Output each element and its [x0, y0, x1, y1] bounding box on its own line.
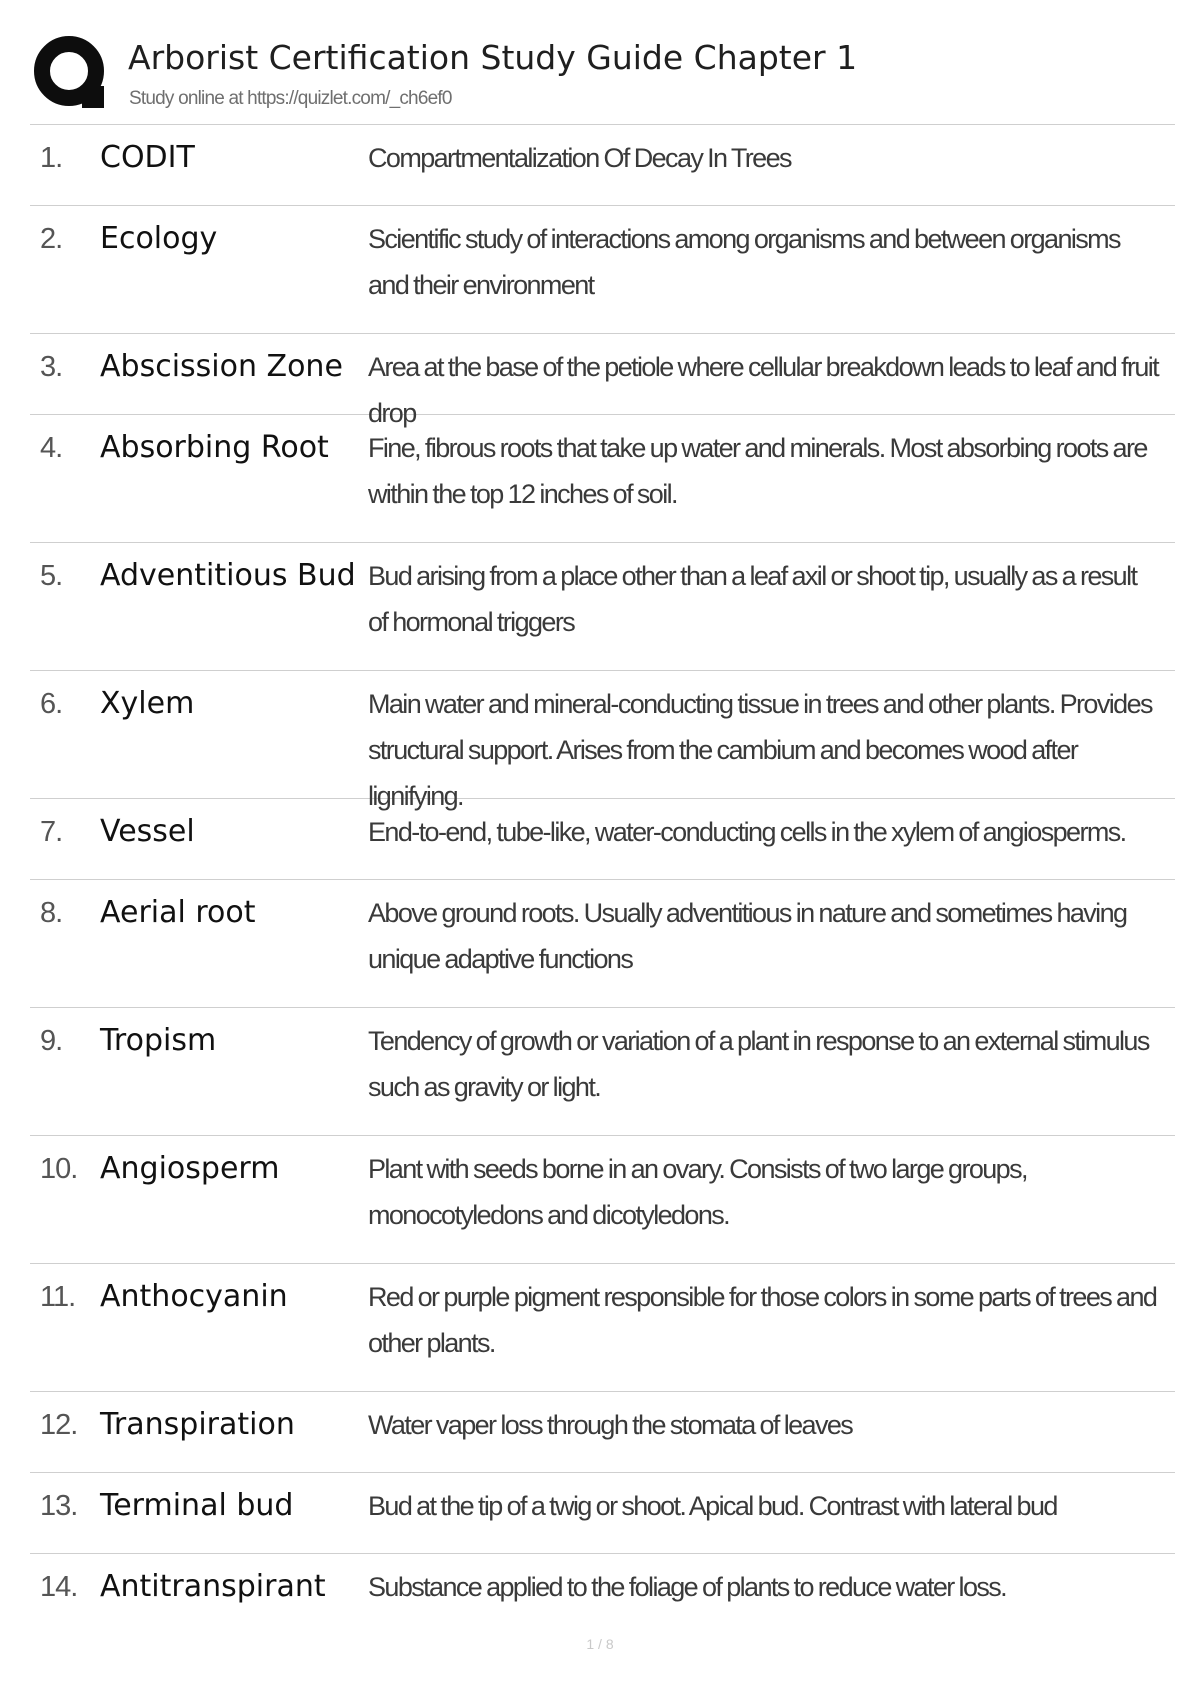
term-list [30, 124, 1175, 1635]
term-number: 5. [40, 560, 63, 592]
document-header [32, 30, 1172, 125]
term-row [30, 1473, 1175, 1554]
term-name: Abscission Zone [100, 349, 343, 384]
term-row [30, 334, 1175, 428]
term-row [30, 671, 1175, 811]
term-name: Ecology [100, 221, 218, 256]
term-row [30, 125, 1175, 206]
term-row [30, 1392, 1175, 1473]
term-definition: Main water and mineral-conducting tissue in trees and other plants. Provides structural support. Arises from the cambium and becomes wood after lignifying. [368, 689, 1152, 811]
term-number: 6. [40, 688, 63, 720]
term-row [30, 1136, 1175, 1264]
document-title: Arborist Certification Study Guide Chapter 1 [128, 38, 858, 77]
term-number: 11. [40, 1281, 76, 1313]
term-row [30, 880, 1175, 1008]
term-row [30, 1554, 1175, 1635]
term-name: Vessel [100, 814, 195, 849]
term-definition: Tendency of growth or variation of a plant in response to an external stimulus such as gravity or light. [368, 1026, 1149, 1102]
term-name: Terminal bud [100, 1488, 294, 1523]
term-name: Transpiration [100, 1407, 295, 1442]
term-definition: Scientific study of interactions among organisms and between organisms and their environment [368, 224, 1120, 300]
term-definition: Compartmentalization Of Decay In Trees [368, 143, 791, 173]
term-definition: Bud arising from a place other than a leaf axil or shoot tip, usually as a result of hormonal triggers [368, 561, 1137, 637]
term-name: CODIT [100, 140, 195, 175]
term-definition: Red or purple pigment responsible for those colors in some parts of trees and other plants. [368, 1282, 1157, 1358]
term-number: 10. [40, 1153, 78, 1185]
term-name: Anthocyanin [100, 1279, 288, 1314]
term-number: 13. [40, 1490, 78, 1522]
term-row [30, 1264, 1175, 1392]
term-number: 1. [40, 142, 63, 174]
term-name: Tropism [100, 1023, 217, 1058]
term-name: Angiosperm [100, 1151, 280, 1186]
term-name: Absorbing Root [100, 430, 329, 465]
term-name: Xylem [100, 686, 195, 721]
term-number: 12. [40, 1409, 78, 1441]
term-number: 2. [40, 223, 63, 255]
term-definition: Substance applied to the foliage of plants to reduce water loss. [368, 1572, 1007, 1602]
term-name: Adventitious Bud [100, 558, 356, 593]
term-definition: Bud at the tip of a twig or shoot. Apical bud. Contrast with lateral bud [368, 1491, 1057, 1521]
term-number: 4. [40, 432, 63, 464]
term-definition: Plant with seeds borne in an ovary. Consists of two large groups, monocotyledons and dicotyledons. [368, 1154, 1027, 1230]
quizlet-logo-icon [32, 34, 112, 114]
term-number: 9. [40, 1025, 63, 1057]
term-definition: Water vaper loss through the stomata of leaves [368, 1410, 853, 1440]
term-number: 3. [40, 351, 63, 383]
study-online-link[interactable]: Study online at https://quizlet.com/_ch6ef0 [129, 88, 452, 109]
term-row [30, 543, 1175, 671]
page-number: 1 / 8 [586, 1636, 614, 1652]
term-number: 8. [40, 897, 63, 929]
term-definition: End-to-end, tube-like, water-conducting cells in the xylem of angiosperms. [368, 817, 1126, 847]
term-definition: Fine, fibrous roots that take up water and minerals. Most absorbing roots are within the top 12 inches of soil. [368, 433, 1147, 509]
term-number: 7. [40, 816, 63, 848]
term-definition: Area at the base of the petiole where cellular breakdown leads to leaf and fruit drop [368, 352, 1159, 428]
term-number: 14. [40, 1571, 78, 1603]
term-row [30, 799, 1175, 880]
term-row [30, 415, 1175, 543]
term-row [30, 206, 1175, 334]
term-name: Aerial root [100, 895, 256, 930]
term-name: Antitranspirant [100, 1569, 326, 1604]
term-row [30, 1008, 1175, 1136]
term-definition: Above ground roots. Usually adventitious in nature and sometimes having unique adaptive functions [368, 898, 1127, 974]
